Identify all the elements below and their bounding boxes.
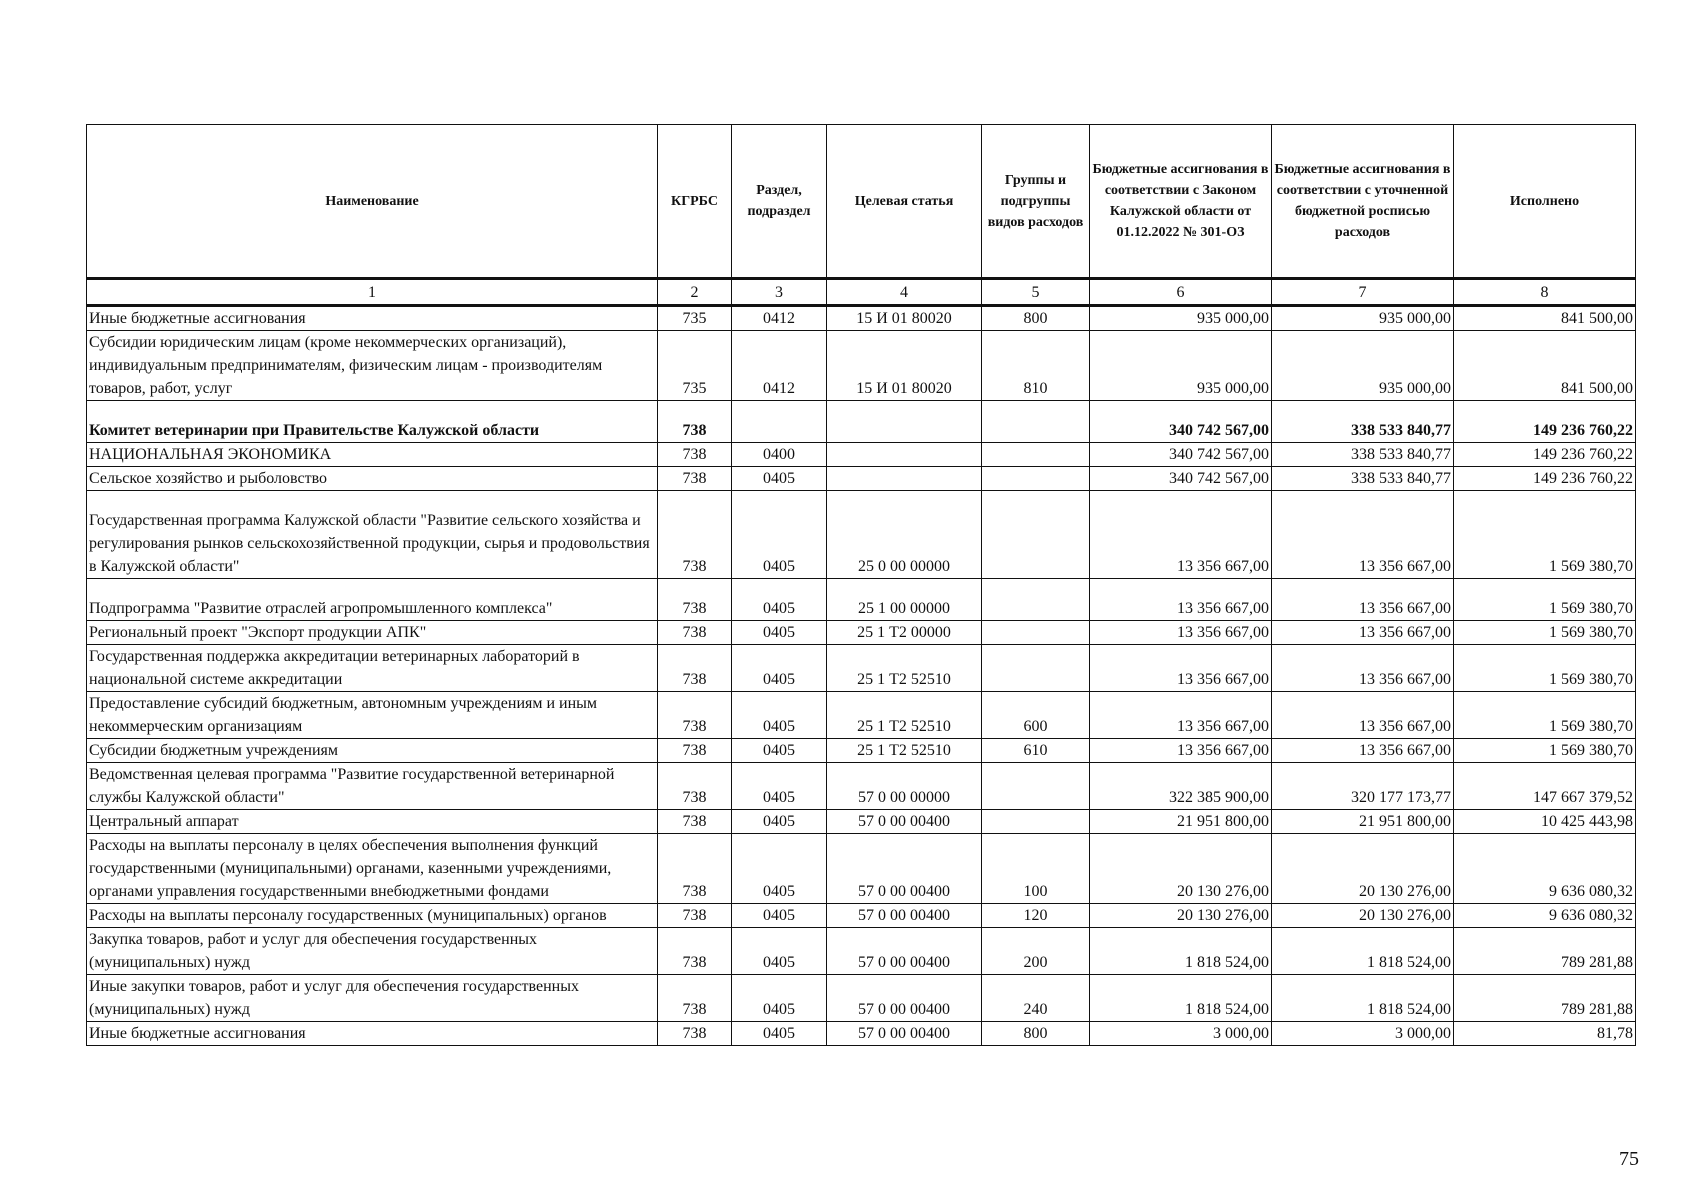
row-ispolneno-cell: 149 236 760,22 [1454, 443, 1636, 467]
row-ispolneno-cell: 789 281,88 [1454, 975, 1636, 1022]
row-zakon-cell: 13 356 667,00 [1090, 621, 1272, 645]
header-name: Наименование [87, 125, 658, 279]
row-kgrbs-cell: 738 [658, 763, 732, 810]
row-rospis-cell: 338 533 840,77 [1272, 443, 1454, 467]
row-zakon-cell: 20 130 276,00 [1090, 904, 1272, 928]
row-vid-cell [982, 467, 1090, 491]
row-kgrbs-cell: 738 [658, 739, 732, 763]
row-ispolneno-cell: 149 236 760,22 [1454, 467, 1636, 491]
row-tselevaya-cell: 25 1 Т2 52510 [827, 692, 982, 739]
row-name-cell: Государственная программа Калужской области "Развитие сельского хозяйства и регулирования рынков сельскохозяйственной продукции, сырья и продовольствия в Калужской области" [87, 491, 658, 579]
row-rospis-cell: 338 533 840,77 [1272, 401, 1454, 443]
table-row [87, 443, 1636, 467]
row-vid-cell: 610 [982, 739, 1090, 763]
table-row [87, 1022, 1636, 1046]
row-ispolneno-cell: 149 236 760,22 [1454, 401, 1636, 443]
row-zakon-cell: 13 356 667,00 [1090, 491, 1272, 579]
row-razdel-cell: 0400 [732, 443, 827, 467]
row-ispolneno-cell: 9 636 080,32 [1454, 834, 1636, 904]
row-ispolneno-cell: 841 500,00 [1454, 331, 1636, 401]
table-row [87, 331, 1636, 401]
table-row [87, 834, 1636, 904]
row-vid-cell: 800 [982, 306, 1090, 331]
header-zakon: Бюджетные ассигнования в соответствии с Законом Калужской области от 01.12.2022 № 301-ОЗ [1090, 125, 1272, 279]
row-razdel-cell: 0405 [732, 834, 827, 904]
row-kgrbs-cell: 738 [658, 621, 732, 645]
column-number: 1 [87, 279, 658, 306]
row-rospis-cell: 338 533 840,77 [1272, 467, 1454, 491]
row-zakon-cell: 13 356 667,00 [1090, 579, 1272, 621]
row-tselevaya-cell: 57 0 00 00400 [827, 904, 982, 928]
row-rospis-cell: 13 356 667,00 [1272, 579, 1454, 621]
column-number-row [87, 279, 1636, 306]
row-name-cell: Государственная поддержка аккредитации ветеринарных лабораторий в национальной системе аккредитации [87, 645, 658, 692]
row-kgrbs-cell: 738 [658, 443, 732, 467]
row-razdel-cell: 0412 [732, 306, 827, 331]
row-name-cell: Комитет ветеринарии при Правительстве Калужской области [87, 401, 658, 443]
row-tselevaya-cell: 25 1 Т2 52510 [827, 645, 982, 692]
row-razdel-cell: 0412 [732, 331, 827, 401]
row-vid-cell: 100 [982, 834, 1090, 904]
row-vid-cell [982, 621, 1090, 645]
row-razdel-cell: 0405 [732, 810, 827, 834]
table-header-row [87, 125, 1636, 279]
row-rospis-cell: 13 356 667,00 [1272, 491, 1454, 579]
row-tselevaya-cell: 15 И 01 80020 [827, 306, 982, 331]
column-number: 2 [658, 279, 732, 306]
table-row [87, 401, 1636, 443]
row-tselevaya-cell [827, 443, 982, 467]
row-razdel-cell: 0405 [732, 904, 827, 928]
header-rospis: Бюджетные ассигнования в соответствии с уточненной бюджетной росписью расходов [1272, 125, 1454, 279]
table-row [87, 467, 1636, 491]
row-vid-cell [982, 401, 1090, 443]
row-ispolneno-cell: 1 569 380,70 [1454, 621, 1636, 645]
table-row [87, 928, 1636, 975]
row-rospis-cell: 13 356 667,00 [1272, 621, 1454, 645]
row-vid-cell [982, 443, 1090, 467]
row-name-cell: Иные закупки товаров, работ и услуг для обеспечения государственных (муниципальных) нужд [87, 975, 658, 1022]
column-number: 6 [1090, 279, 1272, 306]
row-ispolneno-cell: 1 569 380,70 [1454, 579, 1636, 621]
row-vid-cell [982, 763, 1090, 810]
row-tselevaya-cell: 25 1 Т2 00000 [827, 621, 982, 645]
row-name-cell: НАЦИОНАЛЬНАЯ ЭКОНОМИКА [87, 443, 658, 467]
row-rospis-cell: 13 356 667,00 [1272, 692, 1454, 739]
row-rospis-cell: 13 356 667,00 [1272, 645, 1454, 692]
row-zakon-cell: 3 000,00 [1090, 1022, 1272, 1046]
row-name-cell: Субсидии бюджетным учреждениям [87, 739, 658, 763]
row-vid-cell: 240 [982, 975, 1090, 1022]
header-tselevaya: Целевая статья [827, 125, 982, 279]
budget-table [86, 124, 1636, 1046]
row-zakon-cell: 340 742 567,00 [1090, 443, 1272, 467]
row-ispolneno-cell: 10 425 443,98 [1454, 810, 1636, 834]
row-vid-cell [982, 645, 1090, 692]
row-kgrbs-cell: 738 [658, 904, 732, 928]
row-razdel-cell: 0405 [732, 975, 827, 1022]
table-row [87, 692, 1636, 739]
row-razdel-cell: 0405 [732, 763, 827, 810]
row-ispolneno-cell: 9 636 080,32 [1454, 904, 1636, 928]
row-tselevaya-cell: 25 1 00 00000 [827, 579, 982, 621]
row-tselevaya-cell: 57 0 00 00400 [827, 834, 982, 904]
row-kgrbs-cell: 738 [658, 645, 732, 692]
row-zakon-cell: 322 385 900,00 [1090, 763, 1272, 810]
row-vid-cell: 200 [982, 928, 1090, 975]
row-rospis-cell: 13 356 667,00 [1272, 739, 1454, 763]
table-row [87, 621, 1636, 645]
row-tselevaya-cell: 57 0 00 00400 [827, 810, 982, 834]
row-rospis-cell: 3 000,00 [1272, 1022, 1454, 1046]
row-tselevaya-cell: 57 0 00 00400 [827, 1022, 982, 1046]
header-vid: Группы и подгруппы видов расходов [982, 125, 1090, 279]
row-name-cell: Региональный проект "Экспорт продукции АПК" [87, 621, 658, 645]
row-kgrbs-cell: 738 [658, 491, 732, 579]
row-zakon-cell: 21 951 800,00 [1090, 810, 1272, 834]
column-number: 3 [732, 279, 827, 306]
row-tselevaya-cell [827, 401, 982, 443]
row-rospis-cell: 935 000,00 [1272, 331, 1454, 401]
row-ispolneno-cell: 1 569 380,70 [1454, 645, 1636, 692]
row-zakon-cell: 1 818 524,00 [1090, 975, 1272, 1022]
row-tselevaya-cell: 25 0 00 00000 [827, 491, 982, 579]
row-kgrbs-cell: 738 [658, 1022, 732, 1046]
row-tselevaya-cell: 57 0 00 00400 [827, 975, 982, 1022]
row-zakon-cell: 20 130 276,00 [1090, 834, 1272, 904]
row-tselevaya-cell: 15 И 01 80020 [827, 331, 982, 401]
row-name-cell: Сельское хозяйство и рыболовство [87, 467, 658, 491]
column-number: 5 [982, 279, 1090, 306]
row-vid-cell [982, 491, 1090, 579]
table-row [87, 904, 1636, 928]
row-name-cell: Иные бюджетные ассигнования [87, 1022, 658, 1046]
row-name-cell: Субсидии юридическим лицам (кроме некоммерческих организаций), индивидуальным предпринимателям, физическим лицам - производителям товаров, работ, услуг [87, 331, 658, 401]
row-razdel-cell: 0405 [732, 739, 827, 763]
header-razdel: Раздел, подраздел [732, 125, 827, 279]
table-row [87, 491, 1636, 579]
row-kgrbs-cell: 738 [658, 692, 732, 739]
row-zakon-cell: 340 742 567,00 [1090, 401, 1272, 443]
row-kgrbs-cell: 738 [658, 579, 732, 621]
row-kgrbs-cell: 738 [658, 467, 732, 491]
row-tselevaya-cell: 57 0 00 00400 [827, 928, 982, 975]
row-rospis-cell: 20 130 276,00 [1272, 904, 1454, 928]
row-ispolneno-cell: 81,78 [1454, 1022, 1636, 1046]
table-row [87, 739, 1636, 763]
row-name-cell: Закупка товаров, работ и услуг для обеспечения государственных (муниципальных) нужд [87, 928, 658, 975]
row-zakon-cell: 13 356 667,00 [1090, 692, 1272, 739]
column-number: 7 [1272, 279, 1454, 306]
column-number: 8 [1454, 279, 1636, 306]
row-ispolneno-cell: 1 569 380,70 [1454, 692, 1636, 739]
row-ispolneno-cell: 789 281,88 [1454, 928, 1636, 975]
row-zakon-cell: 935 000,00 [1090, 331, 1272, 401]
row-rospis-cell: 21 951 800,00 [1272, 810, 1454, 834]
row-vid-cell: 120 [982, 904, 1090, 928]
row-kgrbs-cell: 738 [658, 810, 732, 834]
table-row [87, 579, 1636, 621]
row-rospis-cell: 935 000,00 [1272, 306, 1454, 331]
row-kgrbs-cell: 738 [658, 928, 732, 975]
row-razdel-cell: 0405 [732, 491, 827, 579]
row-name-cell: Расходы на выплаты персоналу государственных (муниципальных) органов [87, 904, 658, 928]
row-zakon-cell: 340 742 567,00 [1090, 467, 1272, 491]
row-name-cell: Расходы на выплаты персоналу в целях обеспечения выполнения функций государственными (муниципальными) органами, казенными учреждениями, органами управления государственными внебюджетными фондами [87, 834, 658, 904]
row-kgrbs-cell: 738 [658, 401, 732, 443]
row-razdel-cell: 0405 [732, 467, 827, 491]
row-name-cell: Предоставление субсидий бюджетным, автономным учреждениям и иным некоммерческим организациям [87, 692, 658, 739]
row-razdel-cell: 0405 [732, 621, 827, 645]
table-row [87, 645, 1636, 692]
row-rospis-cell: 1 818 524,00 [1272, 928, 1454, 975]
row-kgrbs-cell: 735 [658, 331, 732, 401]
row-zakon-cell: 935 000,00 [1090, 306, 1272, 331]
row-razdel-cell: 0405 [732, 579, 827, 621]
row-razdel-cell [732, 401, 827, 443]
row-tselevaya-cell: 25 1 Т2 52510 [827, 739, 982, 763]
row-ispolneno-cell: 1 569 380,70 [1454, 739, 1636, 763]
row-tselevaya-cell [827, 467, 982, 491]
row-kgrbs-cell: 738 [658, 975, 732, 1022]
table-row [87, 975, 1636, 1022]
row-rospis-cell: 20 130 276,00 [1272, 834, 1454, 904]
row-rospis-cell: 1 818 524,00 [1272, 975, 1454, 1022]
row-vid-cell: 810 [982, 331, 1090, 401]
header-ispolneno: Исполнено [1454, 125, 1636, 279]
page-number: 75 [1619, 1148, 1639, 1170]
budget-table-sheet [86, 124, 1635, 1046]
row-ispolneno-cell: 841 500,00 [1454, 306, 1636, 331]
header-kgrbs: КГРБС [658, 125, 732, 279]
row-zakon-cell: 1 818 524,00 [1090, 928, 1272, 975]
row-razdel-cell: 0405 [732, 692, 827, 739]
row-tselevaya-cell: 57 0 00 00000 [827, 763, 982, 810]
row-ispolneno-cell: 147 667 379,52 [1454, 763, 1636, 810]
table-row [87, 763, 1636, 810]
row-razdel-cell: 0405 [732, 928, 827, 975]
row-vid-cell [982, 579, 1090, 621]
table-row [87, 810, 1636, 834]
row-vid-cell [982, 810, 1090, 834]
row-zakon-cell: 13 356 667,00 [1090, 739, 1272, 763]
row-zakon-cell: 13 356 667,00 [1090, 645, 1272, 692]
row-kgrbs-cell: 735 [658, 306, 732, 331]
row-razdel-cell: 0405 [732, 645, 827, 692]
row-name-cell: Подпрограмма "Развитие отраслей агропромышленного комплекса" [87, 579, 658, 621]
row-kgrbs-cell: 738 [658, 834, 732, 904]
row-name-cell: Иные бюджетные ассигнования [87, 306, 658, 331]
table-body [87, 306, 1636, 1046]
row-rospis-cell: 320 177 173,77 [1272, 763, 1454, 810]
row-razdel-cell: 0405 [732, 1022, 827, 1046]
row-vid-cell: 600 [982, 692, 1090, 739]
row-name-cell: Ведомственная целевая программа "Развитие государственной ветеринарной службы Калужской области" [87, 763, 658, 810]
row-vid-cell: 800 [982, 1022, 1090, 1046]
row-ispolneno-cell: 1 569 380,70 [1454, 491, 1636, 579]
column-number: 4 [827, 279, 982, 306]
row-name-cell: Центральный аппарат [87, 810, 658, 834]
table-row [87, 306, 1636, 331]
